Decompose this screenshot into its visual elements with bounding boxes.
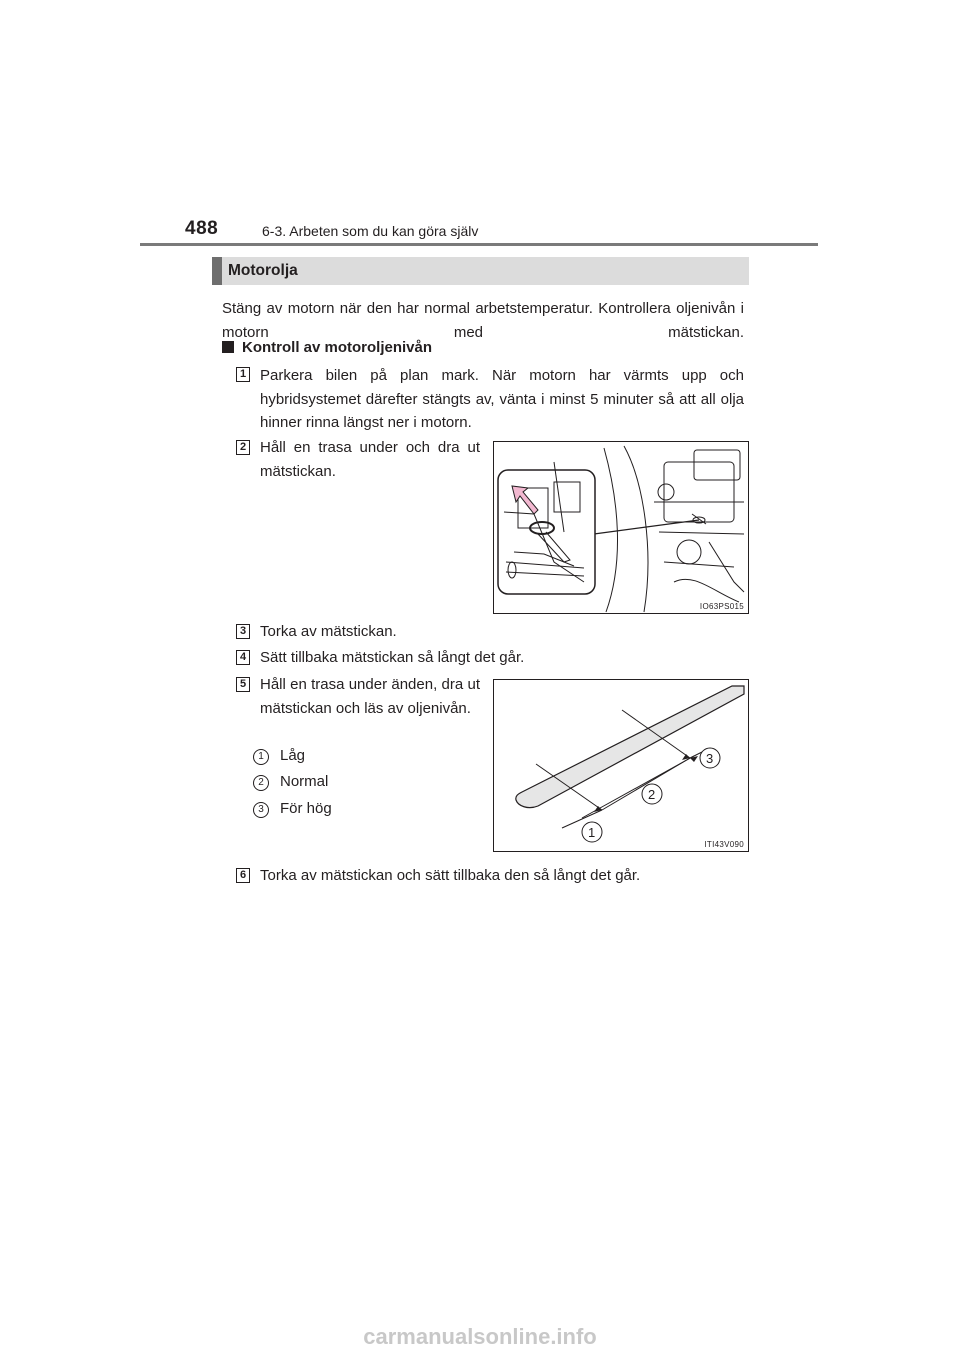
header-rule [140,243,818,246]
step-text: Parkera bilen på plan mark. När motorn har värmts upp och hybridsystemet därefter stängts av, vänta i minst 5 minuter så att all olja hinner rinna längst ner i motorn. [260,367,744,431]
watermark: carmanualsonline.info [363,1324,597,1349]
step-number: 5 [236,677,250,692]
level-number: 1 [253,749,269,765]
square-bullet-icon [222,341,234,353]
step-number: 1 [236,367,250,382]
step-text: Håll en trasa under och dra ut mätstickan. [260,439,480,480]
step-number: 6 [236,868,250,883]
heading-bar [212,257,749,285]
engine-figure [493,441,749,614]
level-label: Normal [280,773,329,790]
step-number: 2 [236,440,250,455]
callout-2-label: 2 [648,787,656,802]
section-title: 6-3. Arbeten som du kan göra själv [262,223,479,239]
step-text: Torka av mätstickan. [260,623,397,640]
level-label: Låg [280,747,306,764]
step-text: Torka av mätstickan och sätt tillbaka den så långt det går. [260,867,641,884]
intro-text: Stäng av motorn när den har normal arbetstemperatur. Kontrollera oljenivån i motorn med mätstickan. [222,300,744,341]
figure-code: ITI43V090 [704,840,744,849]
dipstick-blade [516,686,744,808]
level-number: 2 [253,775,269,791]
sub-heading [222,339,432,356]
callout-1-label: 1 [588,825,596,840]
step-text: Sätt tillbaka mätstickan så långt det går. [260,649,525,666]
callout-3-label: 3 [706,751,714,766]
dipstick-illustration [494,680,748,851]
heading-title: Motorolja [228,262,298,279]
page-number: 488 [185,218,219,239]
arrow-head-icon [594,806,602,812]
level-item-normal [253,773,328,791]
level-label: För hög [280,800,332,817]
level-item-low [253,747,305,765]
engine-illustration [494,442,748,613]
figure-code: IO63PS015 [699,602,744,611]
level-item-high [253,800,332,818]
step-number: 4 [236,650,250,665]
sub-heading-label: Kontroll av motoroljenivån [242,339,433,356]
step-text: Håll en trasa under änden, dra ut mätstickan och läs av oljenivån. [260,676,480,717]
level-number: 3 [253,802,269,818]
dipstick-figure [493,679,749,852]
step-number: 3 [236,624,250,639]
